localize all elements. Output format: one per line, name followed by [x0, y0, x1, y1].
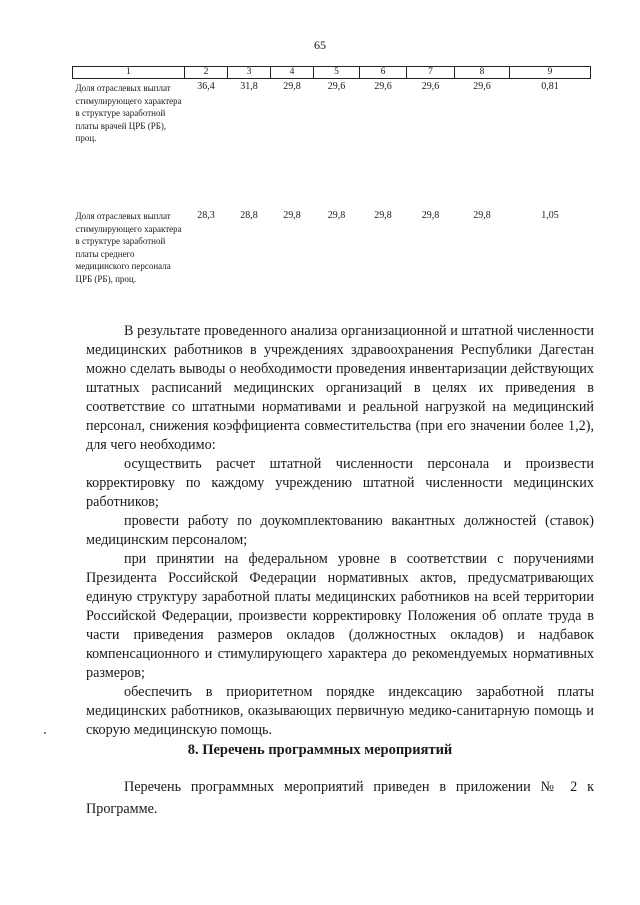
paragraph: В результате проведенного анализа организационной и штатной численности медицинских работников в учреждениях здравоохранения Республики Дагестан можно сделать выводы о необходимости проведения инвентаризации действующих штатных расписаний медицинских организаций в целях их приведения в соответствие со штатными нормативами и реальной нагрузкой на медицинский персонал, снижения коэффициента совместительства (при его значении более 1,2), для чего необходимо: — [86, 323, 594, 453]
table-cell: 29,8 — [283, 81, 301, 92]
column-header: 9 — [510, 67, 591, 79]
list-item: провести работу по доукомплектованию вакантных должностей (ставок) медицинским персоналом; — [86, 513, 594, 548]
table-cell: 31,8 — [240, 81, 258, 92]
table-cell: 1,05 — [541, 210, 559, 221]
table-cell: 29,6 — [327, 81, 346, 92]
table-row — [73, 204, 591, 340]
table-cell: 28,8 — [240, 210, 258, 221]
column-header: 3 — [228, 67, 271, 79]
scan-speck — [44, 732, 46, 734]
paragraph: Перечень программных мероприятий приведен в приложении № 2 к Программе. — [86, 779, 594, 817]
table-cell: 29,8 — [421, 210, 440, 221]
table-cell: 29,6 — [421, 81, 440, 92]
table-cell: 29,8 — [327, 210, 346, 221]
table-cell: 29,6 — [473, 81, 491, 92]
body-text — [86, 322, 594, 740]
column-header: 7 — [407, 67, 455, 79]
table-cell: 29,6 — [374, 81, 392, 92]
table-cell: 29,8 — [473, 210, 491, 221]
table-row — [73, 79, 591, 205]
page-number: 65 — [314, 38, 326, 52]
column-header: 6 — [360, 67, 407, 79]
list-item: при принятии на федеральном уровне в соответствии с поручениями Президента Российской Федерации нормативных актов, предусматривающих единую структуру заработной платы медицинских работников на всей территории Российской Федерации, произвести корректировку Положения об оплате труда в части приведения размеров окладов (должностных окладов) и надбавок компенсационного и стимулирующего характера до рекомендуемых нормативных размеров; — [86, 551, 594, 681]
section-heading: 8. Перечень программных мероприятий — [187, 742, 453, 758]
table-header-row — [73, 67, 591, 79]
row-label: Доля отраслевых выплат стимулирующего характера в структуре заработной платы врачей ЦРБ (РБ), проц. — [75, 83, 182, 143]
table-cell: 29,8 — [374, 210, 392, 221]
column-header: 2 — [185, 67, 228, 79]
column-header: 1 — [73, 67, 185, 79]
data-table — [72, 66, 591, 340]
section-text — [86, 776, 594, 820]
table-cell: 36,4 — [197, 81, 215, 92]
list-item: осуществить расчет штатной численности персонала и произвести корректировку по каждому учреждению штатной численности медицинских работников; — [86, 456, 594, 510]
column-header: 8 — [455, 67, 510, 79]
table-cell: 0,81 — [541, 81, 559, 92]
list-item: обеспечить в приоритетном порядке индексацию заработной платы медицинских работников, оказывающих первичную медико-санитарную помощь и скорую медицинскую помощь. — [86, 684, 594, 738]
column-header: 4 — [271, 67, 314, 79]
table-cell: 28,3 — [197, 210, 215, 221]
column-header: 5 — [314, 67, 360, 79]
row-label: Доля отраслевых выплат стимулирующего характера в структуре заработной платы среднего медицинского персонала ЦРБ (РБ), проц. — [75, 211, 182, 284]
table-cell: 29,8 — [283, 210, 301, 221]
